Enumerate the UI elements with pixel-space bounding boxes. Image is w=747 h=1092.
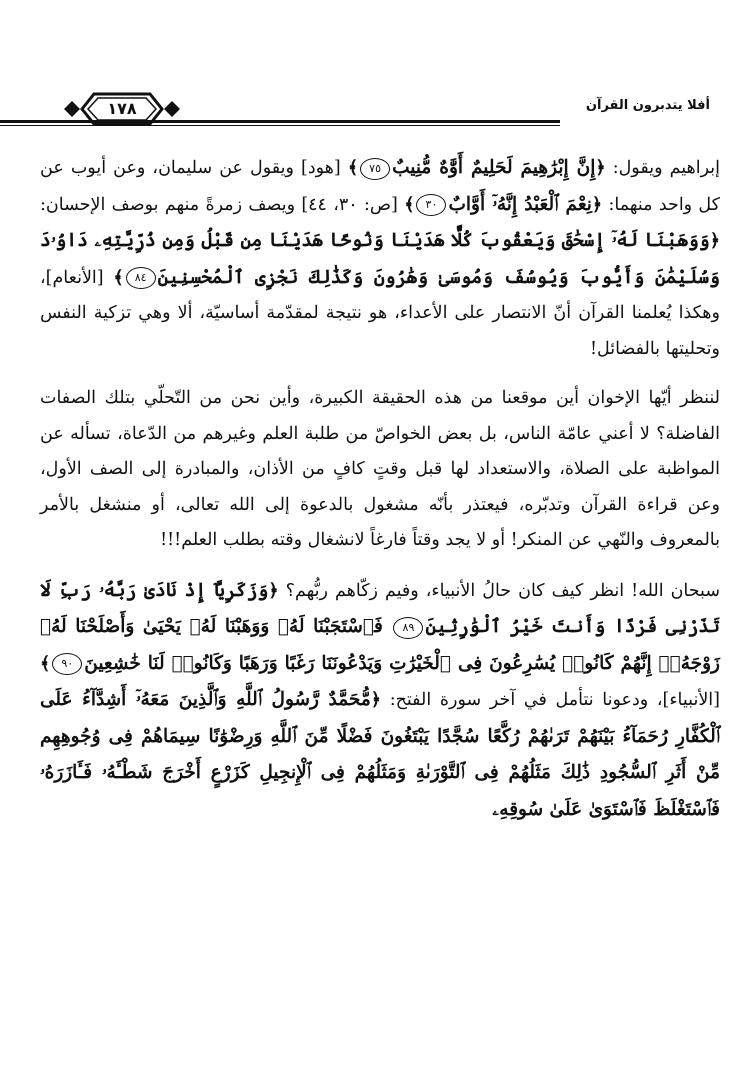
body-text: إبراهيم ويقول: — [605, 158, 720, 178]
page-body — [40, 150, 720, 828]
quran-verse: إِنَّ إِبْرَٰهِيمَ لَحَلِيمٌ أَوَّٰهٌ مُّنِيبٌ — [392, 157, 596, 178]
ornate-bracket: ﴿ — [595, 158, 606, 178]
body-text: لننظر أيّها الإخوان أين موقعنا من هذه الحقيقة الكبيرة، وأين نحن من التّحلّي بتلك الصفات الفاضلة؟ لا أعني عامّة الناس، بل بعض الخواصّ من طلبة العلم وغيرهم من الدّعاة، تسأله عن المواظبة على الصلاة، والاستعداد لها قبل وقتٍ كافٍ من الأذان، والمبادرة إلى الصف الأول، وعن قراءة القرآن وتدبّره، فيعتذر بأنّه مشغول بالدعوة إلى الله تعالى، أو منشغل بالأمر بالمعروف والنّهي عن المنكر! أو لا يجد وقتاً فارغاً لانشغال وقته بطلب العلم!!! — [40, 388, 720, 550]
running-title: أفلا يتدبرون القرآن — [585, 98, 710, 113]
ornate-bracket: ﴿ — [591, 194, 603, 215]
ayah-number: ٨٩ — [393, 617, 423, 639]
ornate-bracket: ﴿ — [268, 580, 279, 601]
paragraph — [40, 573, 720, 829]
ayah-number: ٨٤ — [126, 267, 156, 289]
quran-verse: وَزَكَرِيَّآ إِذْ نَادَىٰ رَبَّهُۥ رَبِّ لَا تَذَرْنِى فَرْدًا وَأَنتَ خَيْرُ ٱلْوَٰرِثِينَ — [40, 579, 720, 637]
body-text: [هود] ويقول عن سليمان، وعن أيوب عن كل واحد منهما: — [40, 158, 721, 215]
ornate-bracket: ﴾ — [404, 194, 415, 215]
ornate-bracket: ﴿ — [709, 231, 720, 251]
ayah-number: ٩٠ — [52, 653, 82, 675]
ornate-bracket: ﴾ — [40, 653, 51, 674]
paragraph — [40, 381, 720, 559]
body-text: [ص: ٣٠، ٤٤] ويصف زمرةً منهم بوصف الإحسان: — [40, 194, 405, 215]
ayah-number: ٣٠ — [416, 194, 446, 216]
quran-verse: نِعْمَ ٱلْعَبْدُ إِنَّهُۥٓ أَوَّابٌ — [448, 193, 592, 215]
paragraph — [40, 150, 720, 367]
quran-verse: فَٱسْتَجَبْنَا لَهُۥ وَوَهَبْنَا لَهُۥ يَحْيَىٰ وَأَصْلَحْنَا لَهُۥ زَوْجَهُۥٓ إِنَّهُمْ كَانُوا۟ يُسَٰرِعُونَ فِى ٱلْخَيْرَٰتِ وَيَدْعُونَنَا رَغَبًا وَرَهَبًا وَكَانُوا۟ لَنَا خَٰشِعِينَ — [40, 616, 720, 674]
quran-verse: مُّحَمَّدٌ رَّسُولُ ٱللَّهِ وَٱلَّذِينَ مَعَهُۥٓ أَشِدَّآءُ عَلَى ٱلْكُفَّارِ رُحَمَآءُ بَيْنَهُمْ تَرَىٰهُمْ رُكَّعًا سُجَّدًا يَبْتَغُونَ فَضْلًا مِّنَ ٱللَّهِ وَرِضْوَٰنًا سِيمَاهُمْ فِى وُجُوهِهِم مِّنْ أَثَرِ ٱلسُّجُودِ ذَٰلِكَ مَثَلُهُمْ فِى ٱلتَّوْرَىٰةِ وَمَثَلُهُمْ فِى ٱلْإِنجِيلِ كَزَرْعٍ أَخْرَجَ شَطْـَٔهُۥ فَـَٔازَرَهُۥ فَٱسْتَغْلَظَ فَٱسْتَوَىٰ عَلَىٰ سُوقِهِۦ — [40, 689, 720, 820]
quran-verse: وَوَهَبْنَا لَهُۥٓ إِسْحَٰقَ وَيَعْقُوبَ كُلًّا هَدَيْنَا وَنُوحًا هَدَيْنَا مِن قَبْلُ وَمِن ذُرِّيَّتِهِۦ دَاوُۥدَ وَسُلَيْمَٰنَ وَأَيُّوبَ وَيُوسُفَ وَمُوسَىٰ وَهَٰرُونَ وَكَذَٰلِكَ نَجْزِى ٱلْمُحْسِنِينَ — [40, 230, 720, 288]
page-number: ١٧٨ — [107, 99, 137, 118]
ornate-bracket: ﴾ — [347, 158, 359, 178]
body-text: [الأنبياء]، ودعونا نتأمل في آخر سورة الفتح: — [381, 690, 720, 710]
ornate-bracket: ﴿ — [370, 690, 382, 710]
body-text: سبحان الله! انظر كيف كان حالُ الأنبياء، وفيم زكّاهم ربُّهم؟ — [278, 580, 720, 601]
ayah-number: ٧٥ — [360, 158, 390, 180]
ornate-bracket: ﴾ — [113, 267, 124, 288]
body-text: [الأنعام]، وهكذا يُعلمنا القرآن أنّ الانتصار على الأعداء، هو نتيجة لمقدّمة أساسيّة، ألا وهي تزكية النفس وتحليتها بالفضائل! — [40, 267, 720, 359]
page-header — [60, 86, 710, 134]
